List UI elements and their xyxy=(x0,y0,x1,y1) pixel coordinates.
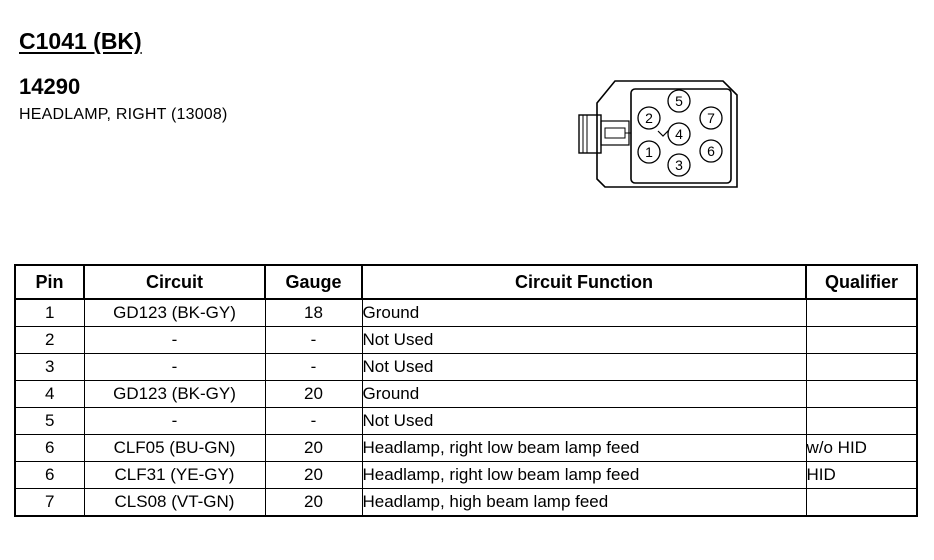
table-row xyxy=(15,489,917,517)
cell-qualifier xyxy=(806,381,917,408)
cell-circuit: CLS08 (VT-GN) xyxy=(84,489,265,517)
table-header-row xyxy=(15,265,917,299)
pin-3-label: 3 xyxy=(675,157,683,173)
cell-qualifier: w/o HID xyxy=(806,435,917,462)
cell-function: Ground xyxy=(362,381,806,408)
cell-pin: 3 xyxy=(15,354,84,381)
cell-function: Ground xyxy=(362,299,806,327)
cell-gauge: 20 xyxy=(265,489,362,517)
cell-gauge: - xyxy=(265,354,362,381)
cell-pin: 2 xyxy=(15,327,84,354)
header-circuit-function: Circuit Function xyxy=(362,265,806,299)
cell-circuit: GD123 (BK-GY) xyxy=(84,381,265,408)
cell-circuit: - xyxy=(84,327,265,354)
cell-gauge: 20 xyxy=(265,462,362,489)
connector-face-diagram xyxy=(575,75,745,195)
header-pin: Pin xyxy=(15,265,84,299)
cell-pin: 6 xyxy=(15,435,84,462)
cell-circuit: - xyxy=(84,354,265,381)
pin-table xyxy=(14,264,918,517)
table-row xyxy=(15,354,917,381)
cell-qualifier: HID xyxy=(806,462,917,489)
table-row xyxy=(15,381,917,408)
cell-qualifier xyxy=(806,408,917,435)
cell-circuit: - xyxy=(84,408,265,435)
cell-function: Headlamp, right low beam lamp feed xyxy=(362,462,806,489)
pin-2-label: 2 xyxy=(645,110,653,126)
cell-function: Headlamp, high beam lamp feed xyxy=(362,489,806,517)
cell-gauge: - xyxy=(265,408,362,435)
header-qualifier: Qualifier xyxy=(806,265,917,299)
cell-circuit: CLF31 (YE-GY) xyxy=(84,462,265,489)
pin-5-label: 5 xyxy=(675,93,683,109)
cell-qualifier xyxy=(806,299,917,327)
table-row xyxy=(15,462,917,489)
cell-gauge: 20 xyxy=(265,435,362,462)
cell-function: Not Used xyxy=(362,354,806,381)
table-row xyxy=(15,299,917,327)
header-circuit: Circuit xyxy=(84,265,265,299)
cell-pin: 5 xyxy=(15,408,84,435)
cell-function: Not Used xyxy=(362,408,806,435)
cell-circuit: CLF05 (BU-GN) xyxy=(84,435,265,462)
cell-pin: 6 xyxy=(15,462,84,489)
header-gauge: Gauge xyxy=(265,265,362,299)
connector-id-title: C1041 (BK) xyxy=(19,28,142,54)
cell-gauge: - xyxy=(265,327,362,354)
cell-qualifier xyxy=(806,327,917,354)
cell-pin: 1 xyxy=(15,299,84,327)
pin-1-label: 1 xyxy=(645,144,653,160)
cell-function: Headlamp, right low beam lamp feed xyxy=(362,435,806,462)
cell-qualifier xyxy=(806,354,917,381)
cell-pin: 4 xyxy=(15,381,84,408)
table-row xyxy=(15,408,917,435)
cell-gauge: 18 xyxy=(265,299,362,327)
table-row xyxy=(15,327,917,354)
cell-gauge: 20 xyxy=(265,381,362,408)
cell-function: Not Used xyxy=(362,327,806,354)
pin-4-label: 4 xyxy=(675,126,683,142)
connector-description: HEADLAMP, RIGHT (13008) xyxy=(19,106,228,123)
part-number: 14290 xyxy=(19,74,81,99)
cell-qualifier xyxy=(806,489,917,517)
pin-7-label: 7 xyxy=(707,110,715,126)
cell-pin: 7 xyxy=(15,489,84,517)
connector-housing xyxy=(597,81,737,187)
table-row xyxy=(15,435,917,462)
cell-circuit: GD123 (BK-GY) xyxy=(84,299,265,327)
pin-6-label: 6 xyxy=(707,143,715,159)
